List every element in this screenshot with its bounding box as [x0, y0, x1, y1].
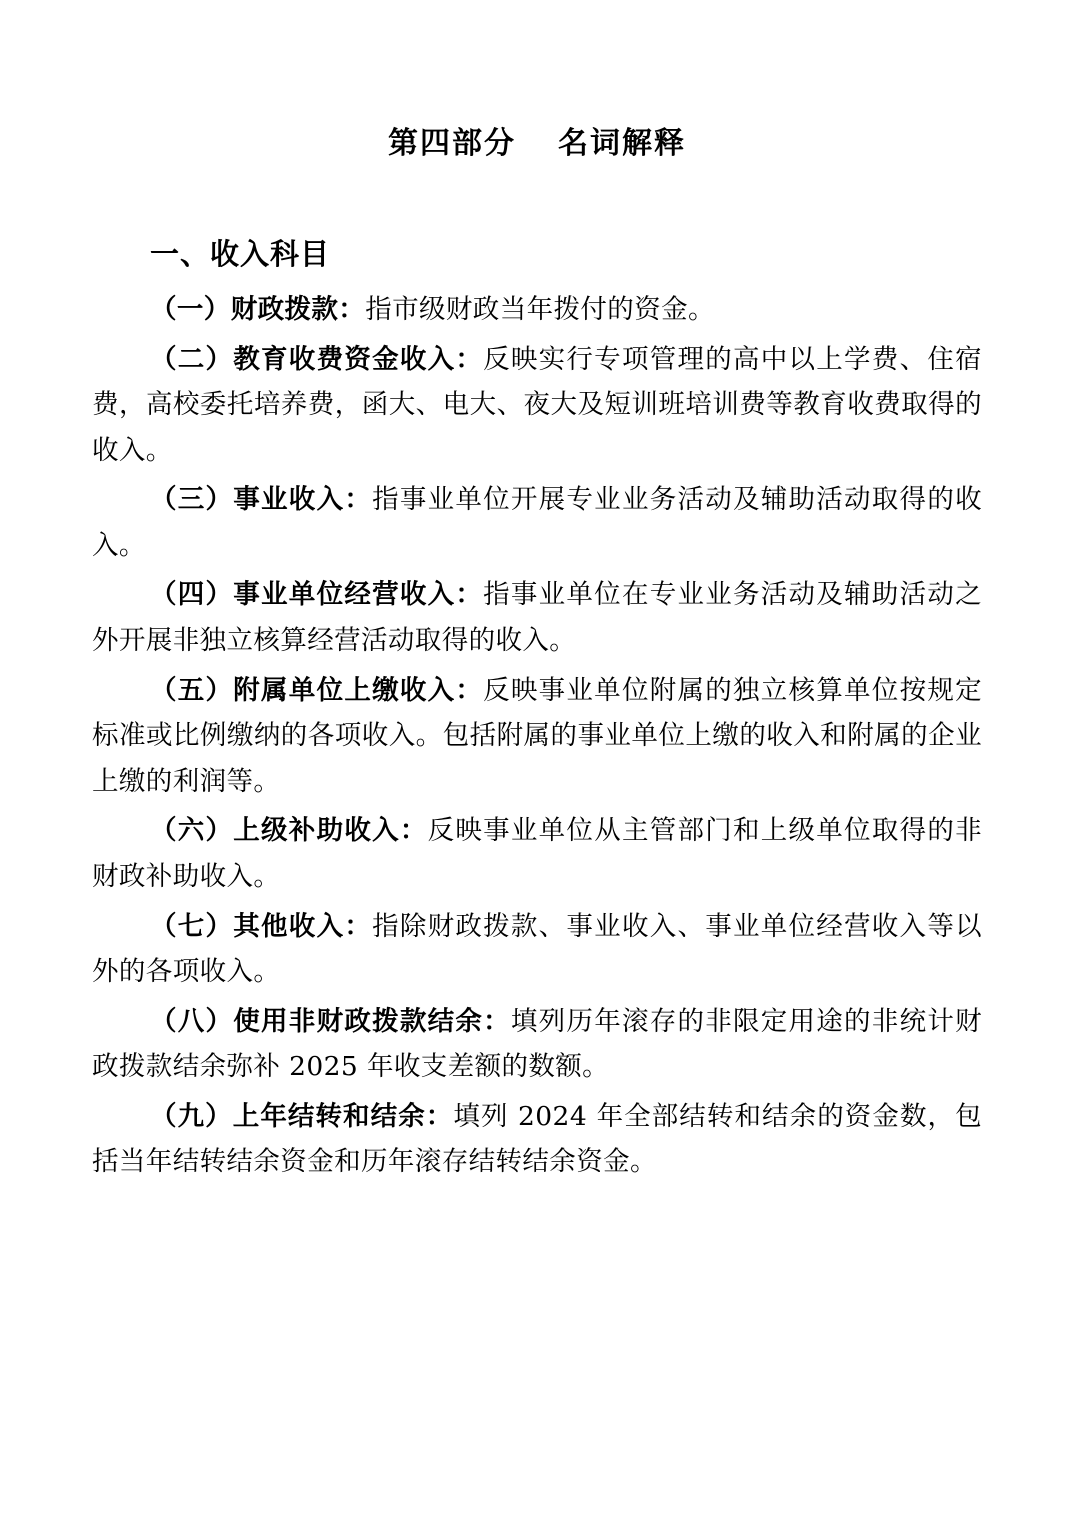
definition-body: 指除财政拨款、事业收入、事业单位经营收入等以外的各项收入。	[92, 910, 982, 988]
definition-item	[92, 287, 982, 333]
definition-body: 反映实行专项管理的高中以上学费、住宿费，高校委托培养费，函大、电大、夜大及短训班培训费等教育收费取得的收入。	[92, 343, 982, 466]
section-heading-income: 一、收入科目	[150, 237, 331, 271]
definition-item	[92, 477, 982, 568]
page-title	[92, 118, 982, 162]
definition-item	[92, 337, 982, 474]
definition-item	[92, 808, 982, 899]
definition-term: （六）上级补助收入：	[150, 815, 428, 847]
definition-item	[92, 999, 982, 1090]
definition-item	[92, 668, 982, 805]
definition-item	[92, 1094, 982, 1185]
definition-body: 填列 2024 年全部结转和结余的资金数，包括当年结转结余资金和历年滚存结转结余资金。	[92, 1100, 982, 1178]
definition-item	[92, 904, 982, 995]
definition-term: （八）使用非财政拨款结余：	[150, 1005, 511, 1037]
definition-body: 填列历年滚存的非限定用途的非统计财政拨款结余弥补 2025 年收支差额的数额。	[92, 1005, 982, 1083]
definition-body: 反映事业单位从主管部门和上级单位取得的非财政补助收入。	[92, 815, 983, 892]
definition-term: （三）事业收入：	[150, 484, 373, 516]
definition-term: （二）教育收费资金收入：	[150, 343, 484, 375]
definition-item	[92, 572, 982, 663]
definition-term: （四）事业单位经营收入：	[150, 579, 484, 611]
page-title-sub: 名词解释	[558, 126, 686, 161]
definition-body: 指市级财政当年拨付的资金。	[365, 294, 715, 325]
page-title-main: 第四部分	[388, 126, 516, 161]
definition-term: （七）其他收入：	[150, 910, 373, 942]
definition-body: 指事业单位开展专业业务活动及辅助活动取得的收入。	[92, 484, 982, 561]
definition-term: （一）财政拨款：	[150, 294, 366, 325]
definition-body: 反映事业单位附属的独立核算单位按规定标准或比例缴纳的各项收入。包括附属的事业单位上缴的收入和附属的企业上缴的利润等。	[92, 674, 982, 797]
definition-term: （五）附属单位上缴收入：	[150, 674, 484, 706]
definition-body: 指事业单位在专业业务活动及辅助活动之外开展非独立核算经营活动取得的收入。	[92, 579, 982, 657]
definition-term: （九）上年结转和结余：	[150, 1100, 454, 1132]
